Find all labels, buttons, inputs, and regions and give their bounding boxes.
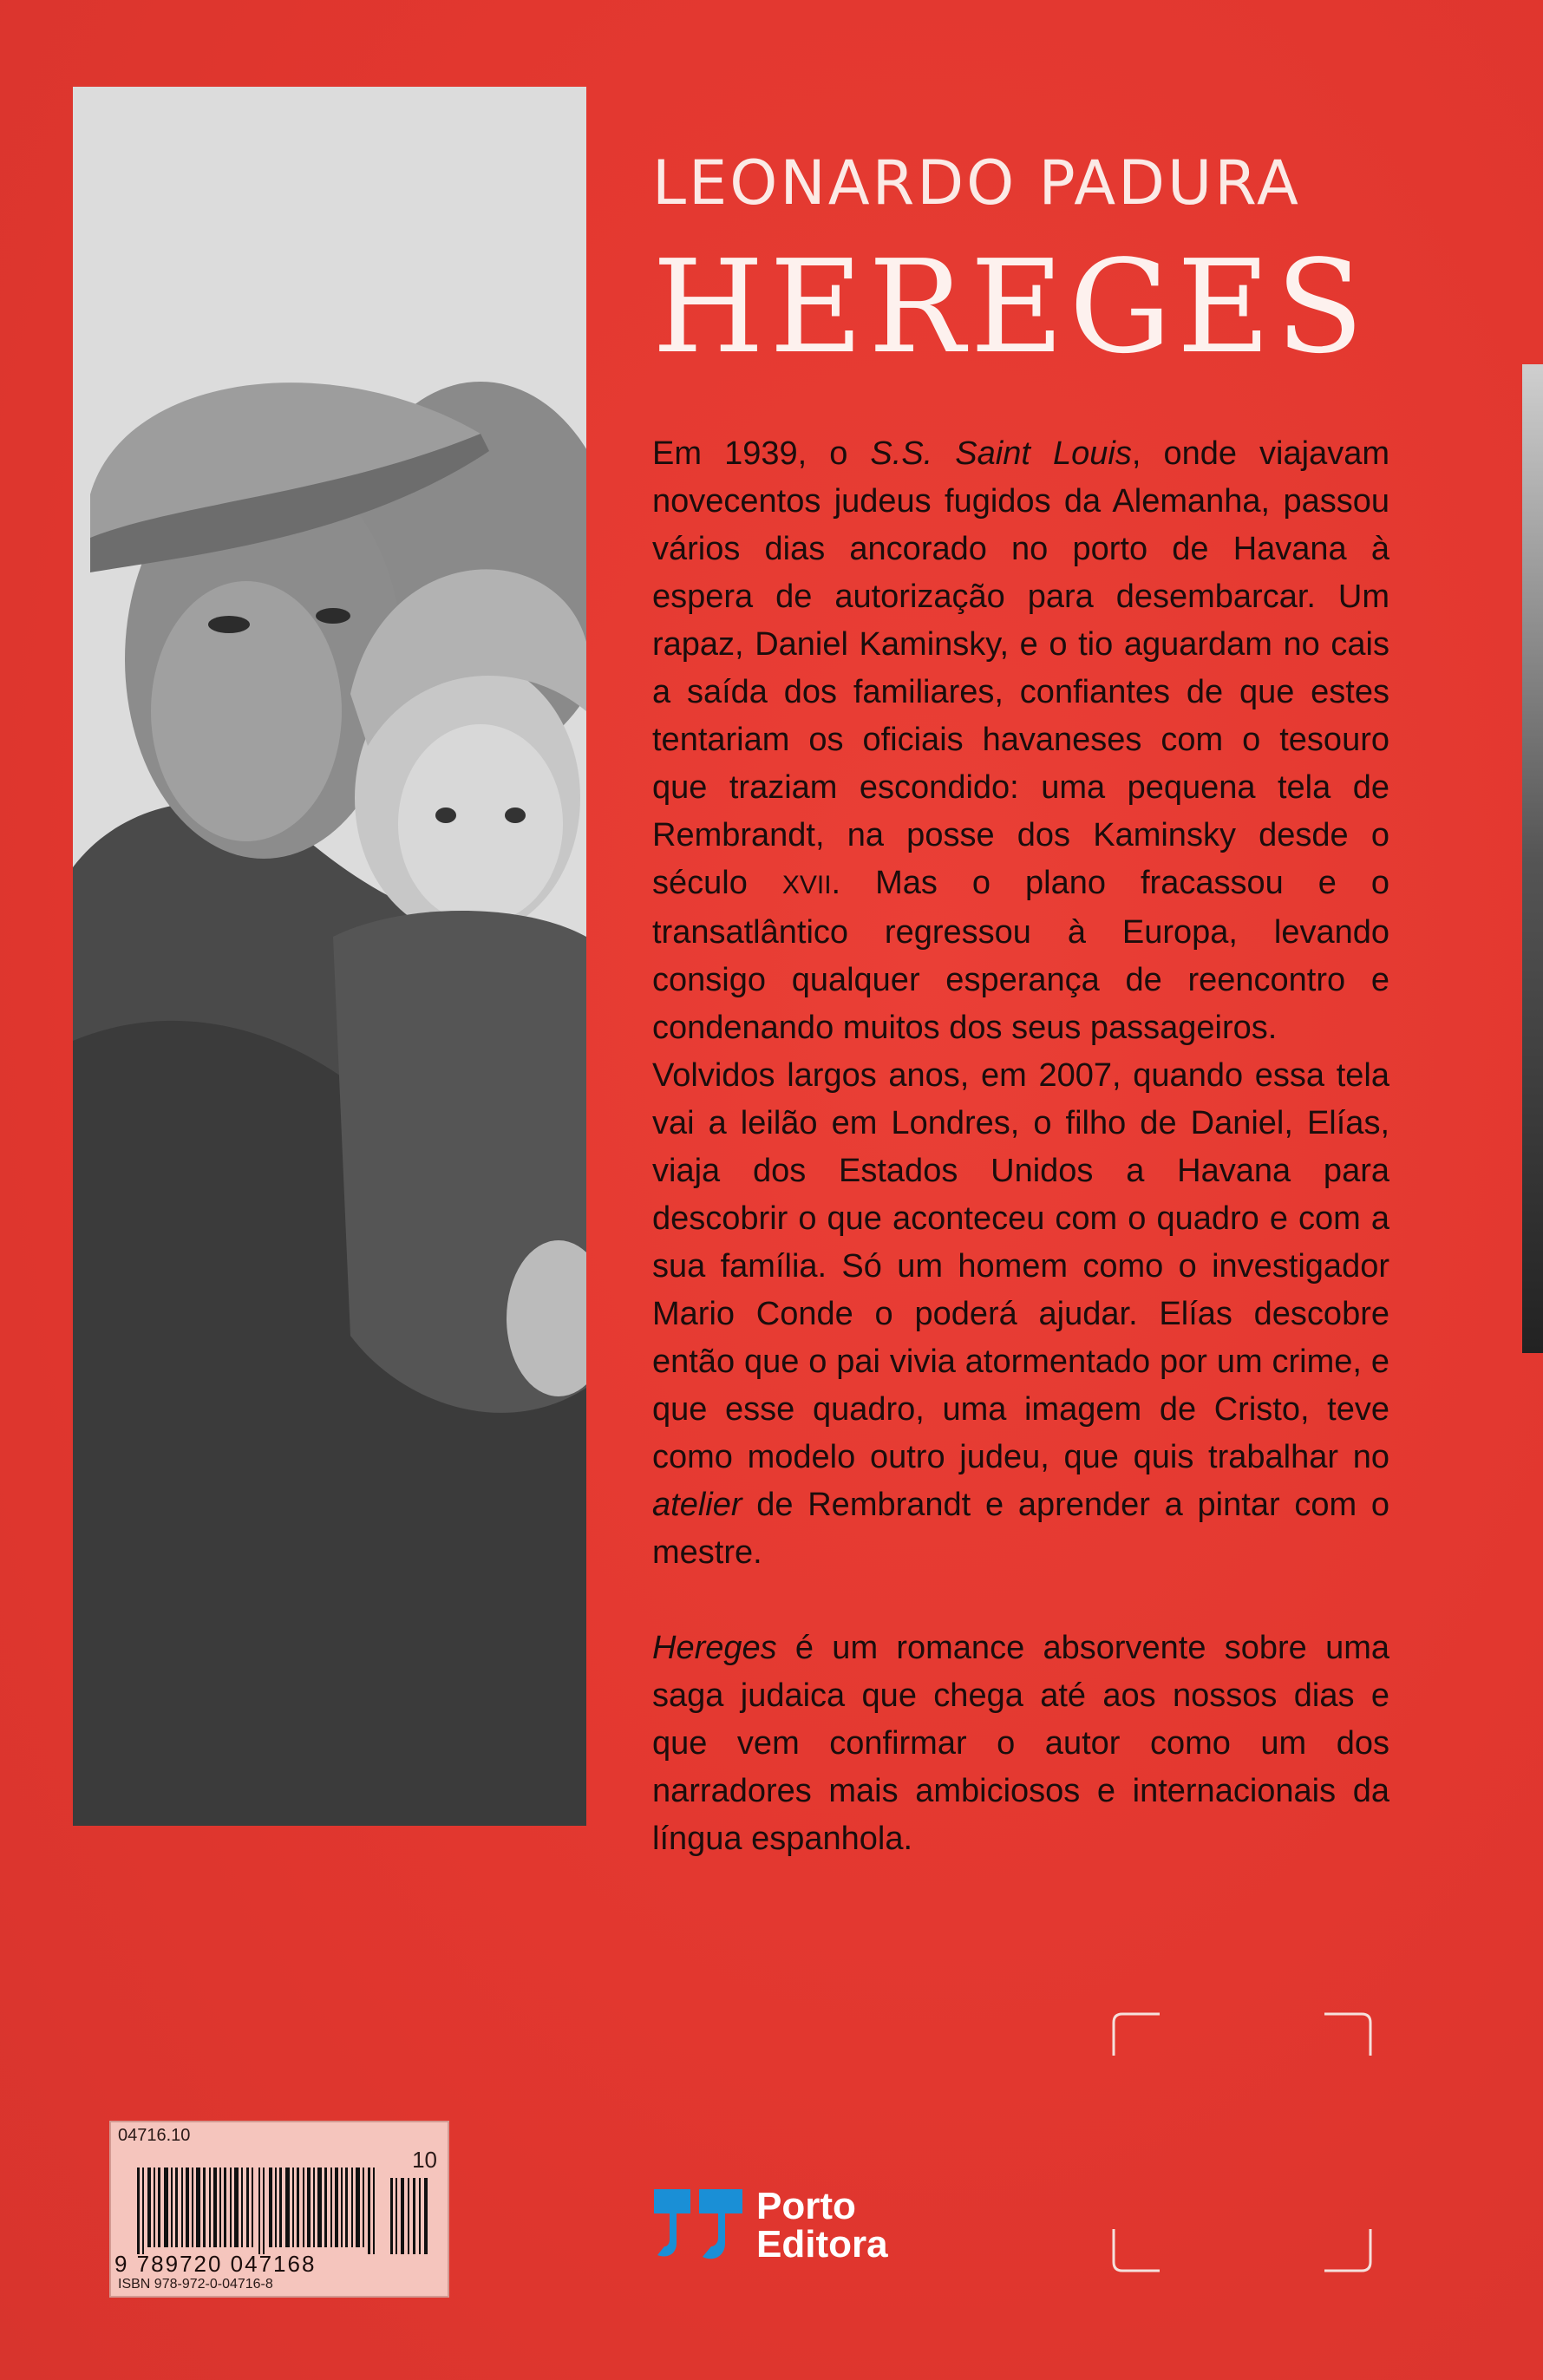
barcode-digits: 9 789720 047168 bbox=[114, 2251, 317, 2277]
book-title: HEREGES bbox=[652, 232, 1370, 382]
corner-crop-marks bbox=[1112, 2012, 1372, 2272]
cover-photograph bbox=[73, 87, 586, 1826]
barcode-bars bbox=[137, 2168, 432, 2254]
back-cover-blurb bbox=[652, 430, 1389, 1863]
isbn-number: ISBN 978-972-0-04716-8 bbox=[118, 2277, 273, 2292]
porto-editora-mark-icon bbox=[651, 2186, 748, 2281]
product-code: 04716.10 bbox=[118, 2126, 191, 2145]
blurb-text: Volvidos largos anos, em 2007, quando essa tela vai a leilão em Londres, o filho de Daniel, Elías, viaja dos Estados Unidos a Havana para descobrir o que aconteceu com o quadro e com a sua família. Só um homem como o investigador Mario Conde o poderá ajudar. Elías descobre então que o pai vivia atormentado por um crime, e que esse quadro, uma imagem de Cristo, teve como modelo outro judeu, que quis trabalhar no bbox=[652, 1057, 1389, 1475]
author-name: LEONARDO PADURA bbox=[652, 147, 1301, 219]
atelier-word: atelier bbox=[652, 1487, 742, 1523]
barcode-addon: 10 bbox=[412, 2147, 437, 2173]
adjacent-page-edge bbox=[1522, 364, 1543, 1353]
ship-name: S.S. Saint Louis bbox=[870, 435, 1132, 472]
blurb-text: Em 1939, o bbox=[652, 435, 871, 472]
publisher-name-line-2: Editora bbox=[756, 2223, 888, 2266]
blurb-text: , onde viajavam novecentos judeus fugidos da Alemanha, passou vários dias ancorado no porto de Havana à espera de autorização para desembarcar. Um rapaz, Daniel Kaminsky, e o tio aguardam no cais a saída dos familiares, confiantes de que estes tentariam os oficiais havaneses com o tesouro que traziam escondido: uma pequena tela de Rembrandt, na posse dos Kaminsky desde o século bbox=[652, 435, 1389, 901]
photo-man-with-child bbox=[73, 87, 586, 1826]
publisher-name bbox=[756, 2187, 888, 2264]
title-reference: Hereges bbox=[652, 1630, 777, 1666]
blurb-paragraph-2 bbox=[652, 1052, 1389, 1577]
blurb-paragraph-3 bbox=[652, 1625, 1389, 1863]
publisher-name-line-1: Porto bbox=[756, 2185, 856, 2227]
century-numeral: XVII bbox=[781, 871, 832, 899]
blurb-text: de Rembrandt e aprender a pintar com o mestre. bbox=[652, 1487, 1389, 1571]
blurb-paragraph-1 bbox=[652, 430, 1389, 1052]
barcode-label bbox=[109, 2121, 449, 2298]
blurb-text: . Mas o plano fracassou e o transatlântico regressou à Europa, levando consigo qualquer esperança de reencontro e condenando muitos dos seus passageiros. bbox=[652, 865, 1389, 1046]
publisher-logo bbox=[651, 2186, 937, 2281]
blurb-text: é um romance absorvente sobre uma saga judaica que chega até aos nossos dias e que vem confirmar o autor como um dos narradores mais ambiciosos e internacionais da língua espanhola. bbox=[652, 1630, 1389, 1857]
